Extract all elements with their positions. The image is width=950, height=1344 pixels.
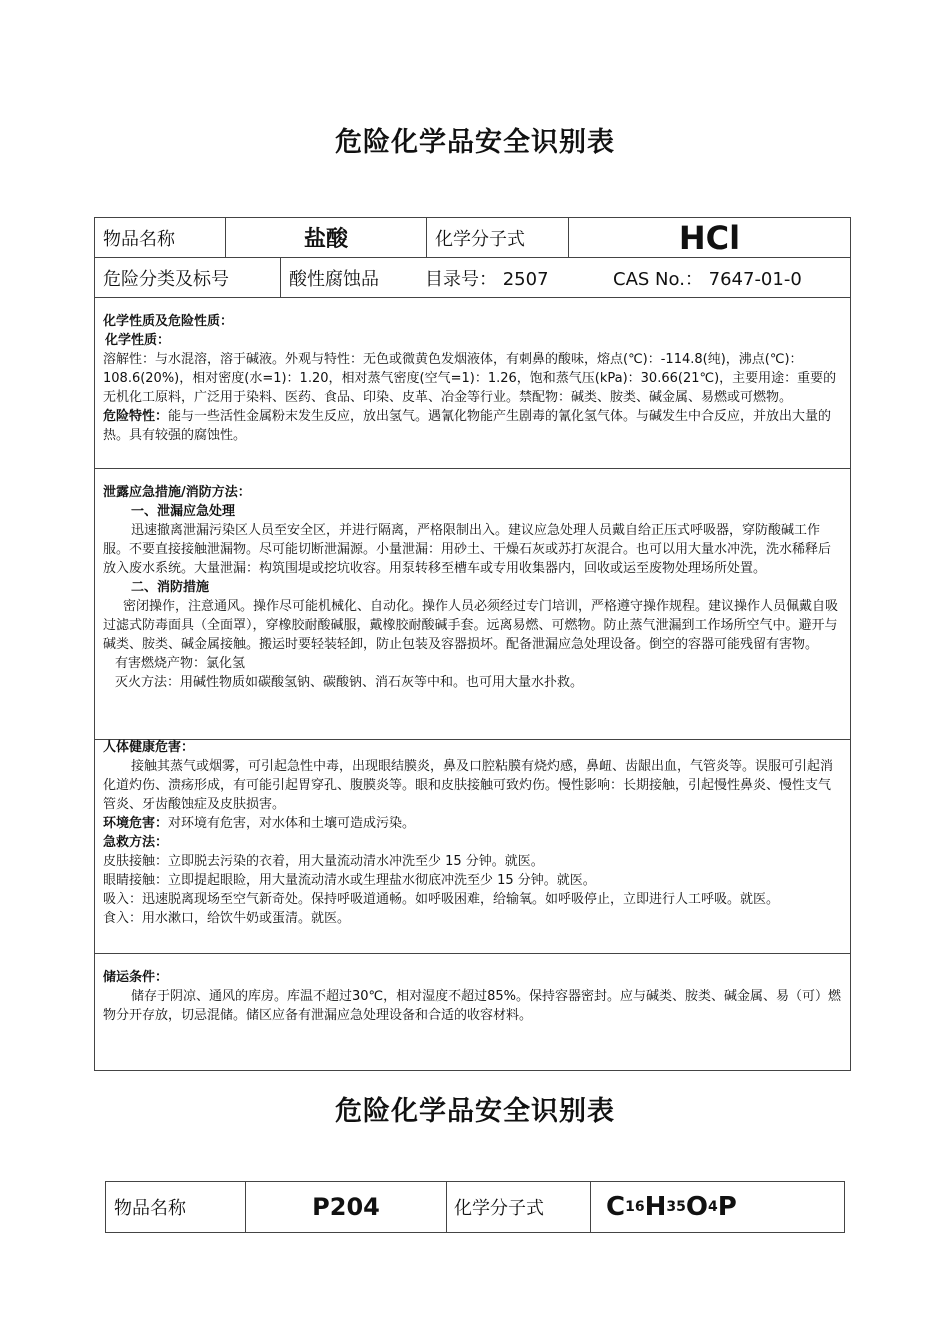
- hazard-text: 能与一些活性金属粉末发生反应，放出氢气。遇氰化物能产生剧毒的氰化氢气体。与碱发生中合反应，并放出大量的热。具有较强的腐蚀性。: [103, 409, 832, 443]
- header-row-2: [95, 258, 850, 298]
- health-text: 接触其蒸气或烟雾，可引起急性中毒，出现眼结膜炎，鼻及口腔粘膜有烧灼感，鼻衄、齿龈出血，气管炎等。误服可引起消化道灼伤、溃疡形成，有可能引起胃穿孔、腹膜炎等。眼和皮肤接触可致灼伤。慢性影响：长期接触，引起慢性鼻炎、慢性支气管炎、牙齿酸蚀症及皮肤损害。: [103, 759, 834, 812]
- chemical-properties-section: [95, 298, 850, 469]
- second-page-title: 危险化学品安全识别表: [335, 1096, 615, 1127]
- formula-value: HCl: [678, 218, 741, 257]
- storage-section: [95, 954, 850, 1070]
- formula-h-sub: 35: [666, 1199, 686, 1215]
- aid-ingest: 食入：用水漱口，给饮牛奶或蛋清。就医。: [103, 911, 351, 926]
- cas-number: CAS No.： 7647-01-0: [613, 268, 802, 290]
- storage-text: 储存于阴凉、通风的库房。库温不超过30℃，相对湿度不超过85%。保持容器密封。应与碱类、胺类、碱金属、易（可）燃物分开存放，切忌混储。储区应备有泄漏应急处理设备和合适的收容材料。: [103, 989, 842, 1023]
- p204-formula-label: 化学分子式: [454, 1198, 544, 1219]
- catalog-number: 目录号： 2507: [425, 268, 549, 290]
- hazard-paragraph: [103, 407, 842, 445]
- name-label: 物品名称: [103, 228, 175, 250]
- page-title: 危险化学品安全识别表: [335, 127, 615, 158]
- chem-solubility: 溶解性：与水混溶，溶于碱液。外观与特性：无色或微黄色发烟液体，有刺鼻的酸味，熔点(℃)：-114.8(纯)，沸点(℃)：108.6(20%)，相对密度(水=1)：1.20，相对蒸气密度(空气=1)：1.26，饱和蒸气压(kPa)：30.66(21℃)，主要用途：重要的无机化工原料，广泛用于染料、医药、食品、印染、皮革、冶金等行业。禁配物：碱类、胺类、碱金属、易燃或可燃物。: [103, 352, 837, 405]
- formula-label: 化学分子式: [435, 228, 525, 250]
- aid-eye: 眼睛接触：立即提起眼睑，用大量流动清水或生理盐水彻底冲洗至少 15 分钟。就医。: [103, 873, 596, 888]
- formula-o-sub: 4: [707, 1199, 718, 1215]
- chem-sub-heading: 化学性质：: [105, 333, 171, 348]
- fire-text: 密闭操作，注意通风。操作尽可能机械化、自动化。操作人员必须经过专门培训，严格遵守操作规程。建议操作人员佩戴自吸过滤式防毒面具（全面罩），穿橡胶耐酸碱服，戴橡胶耐酸碱手套。远离易燃、可燃物。防止蒸气泄漏到工作场所空气中。避开与碱类、胺类、碱金属接触。搬运时要轻装轻卸，防止包装及容器损坏。配备泄漏应急处理设备。倒空的容器可能残留有害物。: [103, 599, 839, 652]
- formula-c-sub: 16: [625, 1199, 645, 1215]
- emergency-heading: 泄露应急措施/消防方法：: [103, 485, 251, 500]
- p204-name-label: 物品名称: [114, 1198, 186, 1219]
- formula-c: C: [606, 1192, 626, 1222]
- class-label: 危险分类及标号: [103, 268, 229, 290]
- env-paragraph: [103, 814, 842, 833]
- p204-name-value: P204: [312, 1193, 380, 1221]
- fire-heading: 二、消防措施: [131, 580, 210, 595]
- chem-heading: 化学性质及危险性质：: [103, 314, 234, 329]
- safety-sheet-hcl: [94, 217, 851, 1071]
- formula-h: H: [644, 1192, 667, 1222]
- leak-heading: 一、泄漏应急处理: [131, 504, 236, 519]
- emergency-section: [95, 469, 850, 740]
- p204-formula-value: [606, 1182, 836, 1232]
- health-section: [95, 738, 850, 954]
- combustion-products: 有害燃烧产物：氯化氢: [115, 656, 246, 671]
- aid-heading: 急救方法：: [103, 835, 169, 850]
- header-row-1: [95, 218, 850, 258]
- class-value: 酸性腐蚀品: [289, 268, 379, 290]
- formula-p: P: [717, 1192, 737, 1222]
- env-label: 环境危害：: [103, 816, 169, 831]
- leak-text: 迅速撤离泄漏污染区人员至安全区，并进行隔离，严格限制出入。建议应急处理人员戴自给正压式呼吸器，穿防酸碱工作服。不要直接接触泄漏物。尽可能切断泄漏源。小量泄漏：用砂土、干燥石灰或苏打灰混合。也可以用大量水冲洗，洗水稀释后放入废水系统。大量泄漏：构筑围堤或挖坑收容。用泵转移至槽车或专用收集器内，回收或运至废物处理场所处置。: [103, 523, 832, 576]
- health-heading: 人体健康危害：: [103, 740, 195, 755]
- aid-skin: 皮肤接触：立即脱去污染的衣着，用大量流动清水冲洗至少 15 分钟。就医。: [103, 854, 544, 869]
- extinguish-method: 灭火方法：用碱性物质如碳酸氢钠、碳酸钠、消石灰等中和。也可用大量水扑救。: [115, 675, 584, 690]
- env-text: 对环境有危害，对水体和土壤可造成污染。: [168, 816, 416, 831]
- aid-inhale: 吸入：迅速脱离现场至空气新奇处。保持呼吸道通畅。如呼吸困难，给输氧。如呼吸停止，立即进行人工呼吸。就医。: [103, 892, 780, 907]
- storage-heading: 储运条件：: [103, 970, 169, 985]
- formula-o: O: [685, 1192, 708, 1222]
- safety-sheet-p204: [105, 1181, 845, 1233]
- name-value: 盐酸: [303, 227, 348, 252]
- hazard-label: 危险特性：: [103, 409, 169, 424]
